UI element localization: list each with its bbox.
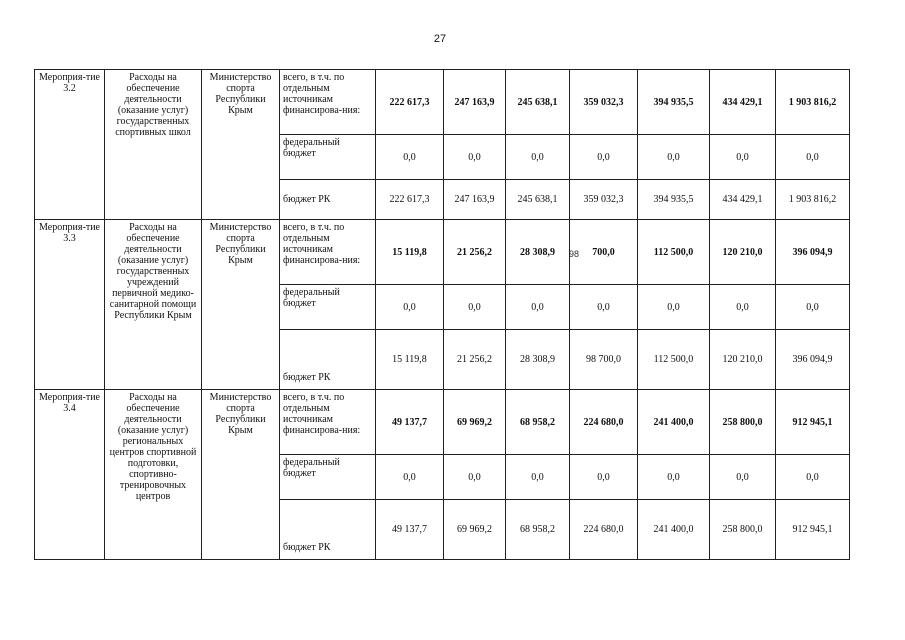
table-row [35,220,850,285]
value-cell-rk: 222 617,3 [376,180,444,220]
table-row [35,70,850,135]
value-cell-total: 224 680,0 [570,390,638,455]
source-label-federal: федеральный бюджет [280,455,376,500]
value-cell-rk: 69 969,2 [444,500,506,560]
executor-cell: Министерство спорта Республики Крым [202,220,280,390]
value-cell-federal: 0,0 [444,455,506,500]
value-cell-federal: 0,0 [710,135,776,180]
value-cell-federal: 0,0 [638,135,710,180]
value-cell-rk: 224 680,0 [570,500,638,560]
value-cell-total: 21 256,2 [444,220,506,285]
value-cell-federal: 0,0 [638,285,710,330]
value-cell-total: 222 617,3 [376,70,444,135]
value-cell-rk: 112 500,0 [638,330,710,390]
activity-cell: Мероприя-тие 3.2 [35,70,105,220]
value-cell-federal: 0,0 [570,285,638,330]
value-cell-rk: 120 210,0 [710,330,776,390]
value-cell-total: 394 935,5 [638,70,710,135]
value-cell-federal: 0,0 [710,285,776,330]
handwritten-mark: 98 [569,249,580,259]
value-cell-rk: 15 119,8 [376,330,444,390]
source-label-rk: бюджет РК [280,180,376,220]
value-cell-federal: 0,0 [444,285,506,330]
table-row [35,390,850,455]
value-cell-total: 28 308,9 [506,220,570,285]
value-cell-total: 245 638,1 [506,70,570,135]
value-cell-rk: 912 945,1 [776,500,850,560]
value-cell-rk: 49 137,7 [376,500,444,560]
value-cell-federal: 0,0 [776,135,850,180]
value-cell-total: 241 400,0 [638,390,710,455]
source-label-total: всего, в т.ч. по отдельным источникам финансирова-ния: [280,220,376,285]
value-cell-rk: 1 903 816,2 [776,180,850,220]
value-cell-rk: 68 958,2 [506,500,570,560]
executor-cell: Министерство спорта Республики Крым [202,390,280,560]
value-cell-federal: 0,0 [570,455,638,500]
page-number: 27 [433,33,447,45]
value-cell-federal: 0,0 [776,455,850,500]
value-cell-rk: 258 800,0 [710,500,776,560]
value-cell-total: 912 945,1 [776,390,850,455]
value-cell-rk: 241 400,0 [638,500,710,560]
value-cell-federal: 0,0 [776,285,850,330]
value-cell-total: 120 210,0 [710,220,776,285]
value-cell-federal: 0,0 [376,455,444,500]
value-cell-rk: 247 163,9 [444,180,506,220]
description-cell: Расходы на обеспечение деятельности (оказание услуг) региональных центров спортивной подготовки, спортивно-тренировочных центров [105,390,202,560]
value-cell-total: 112 500,0 [638,220,710,285]
value-cell-rk: 245 638,1 [506,180,570,220]
value-cell-total: 247 163,9 [444,70,506,135]
value-cell-rk: 98 700,0 [570,330,638,390]
value-cell-federal: 0,0 [506,455,570,500]
value-cell-total: 434 429,1 [710,70,776,135]
value-cell-federal: 0,0 [638,455,710,500]
value-cell-federal: 0,0 [376,135,444,180]
value-cell-total: 15 119,8 [376,220,444,285]
activity-cell: Мероприя-тие 3.3 [35,220,105,390]
value-cell-rk: 434 429,1 [710,180,776,220]
value-cell-total: 68 958,2 [506,390,570,455]
source-label-rk: бюджет РК [280,500,376,560]
value-cell-federal: 0,0 [506,135,570,180]
description-cell: Расходы на обеспечение деятельности (оказание услуг) государственных учреждений первичной медико-санитарной помощи Республики Крым [105,220,202,390]
source-label-federal: федеральный бюджет [280,135,376,180]
source-label-rk: бюджет РК [280,330,376,390]
value-cell-federal: 0,0 [570,135,638,180]
executor-cell: Министерство спорта Республики Крым [202,70,280,220]
value-cell-total: 258 800,0 [710,390,776,455]
value-cell-rk: 394 935,5 [638,180,710,220]
value-cell-total: 49 137,7 [376,390,444,455]
source-label-federal: федеральный бюджет [280,285,376,330]
value-cell-rk: 21 256,2 [444,330,506,390]
value-cell-total: 1 903 816,2 [776,70,850,135]
description-cell: Расходы на обеспечение деятельности (оказание услуг) государственных спортивных школ [105,70,202,220]
value-cell-rk: 359 032,3 [570,180,638,220]
value-cell-total: 700,0 [570,220,638,285]
activity-cell: Мероприя-тие 3.4 [35,390,105,560]
value-cell-total: 359 032,3 [570,70,638,135]
value-cell-federal: 0,0 [506,285,570,330]
value-cell-federal: 0,0 [376,285,444,330]
value-cell-total: 69 969,2 [444,390,506,455]
value-cell-rk: 28 308,9 [506,330,570,390]
funding-table [34,69,850,560]
source-label-total: всего, в т.ч. по отдельным источникам финансирова-ния: [280,390,376,455]
source-label-total: всего, в т.ч. по отдельным источникам финансирова-ния: [280,70,376,135]
value-cell-total: 396 094,9 [776,220,850,285]
value-cell-federal: 0,0 [444,135,506,180]
value-cell-rk: 396 094,9 [776,330,850,390]
value-cell-federal: 0,0 [710,455,776,500]
